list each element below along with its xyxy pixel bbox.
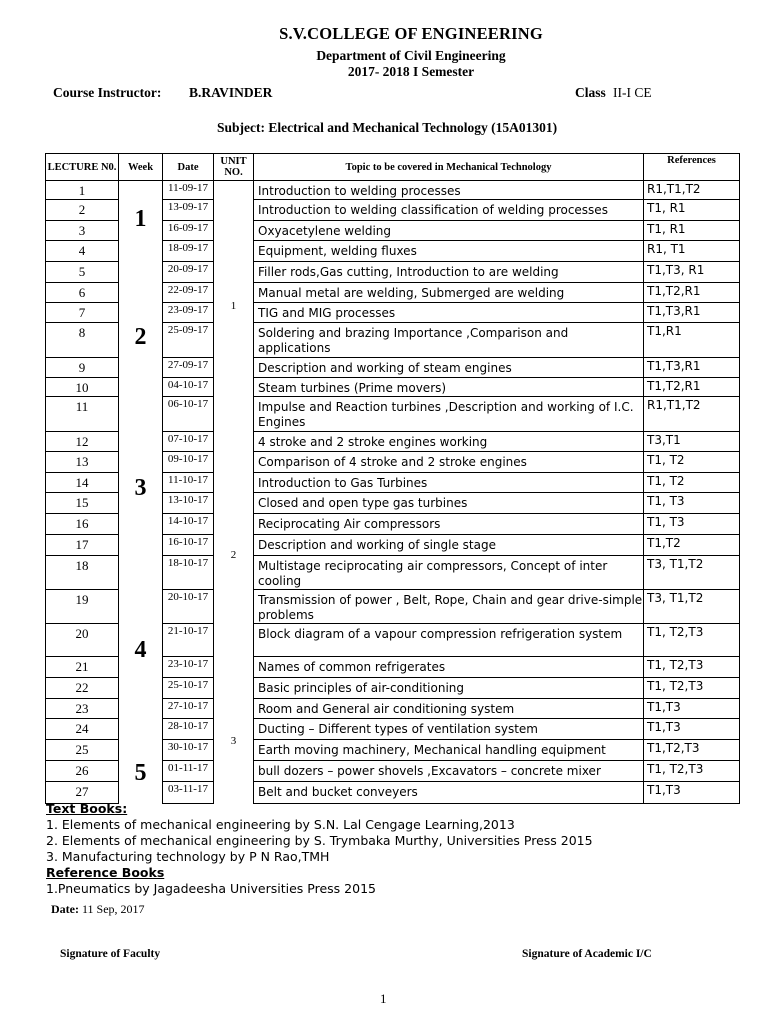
lecture-number: 25 [46,740,119,761]
reference-cell: T1, T3 [644,493,740,514]
text-book-item: 2. Elements of mechanical engineering by S. Trymbaka Murthy, Universities Press 2015 [46,833,593,848]
lecture-number: 26 [46,761,119,782]
reference-cell: T1, T2 [644,452,740,473]
topic-cell: Filler rods,Gas cutting, Introduction to are welding [254,262,644,283]
reference-cell: T3, T1,T2 [644,590,740,624]
lecture-date: 21-10-17 [163,624,214,657]
topic-cell: bull dozers – power shovels ,Excavators – concrete mixer [254,761,644,782]
week-number: 4 [134,636,147,663]
lecture-date: 25-09-17 [163,323,214,358]
lecture-date: 01-11-17 [163,761,214,782]
reference-cell: R1,T1,T2 [644,397,740,432]
lecture-number: 21 [46,657,119,678]
reference-cell: T1, T2,T3 [644,657,740,678]
reference-cell: T1,T2,R1 [644,283,740,303]
topic-cell: Belt and bucket conveyers [254,782,644,804]
week-cell [119,181,163,323]
week-number: 2 [134,323,147,350]
header-unit: UNIT NO. [214,154,254,181]
week-cell [119,719,163,804]
reference-cell: T1,T2 [644,535,740,556]
topic-cell: Reciprocating Air compressors [254,514,644,535]
lecture-date: 13-10-17 [163,493,214,514]
topic-cell: Names of common refrigerates [254,657,644,678]
instructor-name: B.RAVINDER [189,85,273,100]
lecture-number: 7 [46,303,119,323]
lecture-date: 23-09-17 [163,303,214,323]
table-row [46,719,740,740]
lecture-number: 20 [46,624,119,657]
lecture-date: 16-09-17 [163,221,214,241]
reference-cell: T1, T2,T3 [644,678,740,699]
reference-cell: T1,T3 [644,782,740,804]
week-cell [119,432,163,624]
lecture-number: 12 [46,432,119,452]
lecture-number: 15 [46,493,119,514]
lecture-date: 22-09-17 [163,283,214,303]
faculty-signature-label: Signature of Faculty [60,948,161,960]
reference-cell: T1,T2,R1 [644,378,740,397]
lecture-number: 16 [46,514,119,535]
lecture-date: 11-10-17 [163,473,214,493]
topic-cell: Introduction to Gas Turbines [254,473,644,493]
topic-cell: TIG and MIG processes [254,303,644,323]
unit-number: 2 [214,432,254,678]
topic-cell: Steam turbines (Prime movers) [254,378,644,397]
lecture-number: 23 [46,699,119,719]
lecture-date: 04-10-17 [163,378,214,397]
class-label: Class [575,85,606,100]
table-row [46,181,740,200]
topic-cell: Comparison of 4 stroke and 2 stroke engines [254,452,644,473]
lecture-date: 27-09-17 [163,358,214,378]
table-header-row [46,154,740,181]
lecture-date: 23-10-17 [163,657,214,678]
lecture-number: 19 [46,590,119,624]
reference-books-heading: Reference Books [46,865,165,880]
lecture-number: 3 [46,221,119,241]
college-name: S.V.COLLEGE OF ENGINEERING [279,24,543,43]
topic-cell: Description and working of single stage [254,535,644,556]
lecture-date: 11-09-17 [163,181,214,200]
reference-cell: T3, T1,T2 [644,556,740,590]
topic-cell: Basic principles of air-conditioning [254,678,644,699]
text-book-item: 1. Elements of mechanical engineering by S.N. Lal Cengage Learning,2013 [46,817,515,832]
reference-cell: T1, R1 [644,200,740,221]
topic-cell: Oxyacetylene welding [254,221,644,241]
lecture-date: 14-10-17 [163,514,214,535]
topic-cell: Introduction to welding processes [254,181,644,200]
week-number: 5 [134,759,147,786]
subject-title: Subject: Electrical and Mechanical Technology (15A01301) [217,120,558,135]
reference-cell: T1,T3 [644,719,740,740]
lecture-date: 18-09-17 [163,241,214,262]
lecture-number: 13 [46,452,119,473]
lecture-number: 24 [46,719,119,740]
lecture-number: 17 [46,535,119,556]
lecture-number: 10 [46,378,119,397]
reference-cell: T1, T2,T3 [644,624,740,657]
unit-number: 3 [214,678,254,804]
topic-cell: Room and General air conditioning system [254,699,644,719]
reference-cell: T1,T3 [644,699,740,719]
lecture-number: 14 [46,473,119,493]
lecture-date: 07-10-17 [163,432,214,452]
topic-cell: Equipment, welding fluxes [254,241,644,262]
week-number: 3 [134,474,147,501]
topic-cell: Soldering and brazing Importance ,Comparison and applications [254,323,644,358]
topic-cell: Impulse and Reaction turbines ,Description and working of I.C. Engines [254,397,644,432]
lecture-number: 27 [46,782,119,804]
reference-cell: R1, T1 [644,241,740,262]
reference-cell: T1,T3, R1 [644,262,740,283]
lecture-date: 30-10-17 [163,740,214,761]
lecture-date: 03-11-17 [163,782,214,804]
table-row [46,323,740,358]
topic-cell: Ducting – Different types of ventilation system [254,719,644,740]
lecture-date: 25-10-17 [163,678,214,699]
class-value: II-I CE [613,85,652,100]
week-cell [119,323,163,432]
topic-cell: Manual metal are welding, Submerged are welding [254,283,644,303]
reference-book-item: 1.Pneumatics by Jagadeesha Universities Press 2015 [46,881,376,896]
instructor-label: Course Instructor: [53,85,162,100]
lecture-number: 6 [46,283,119,303]
topic-cell: Closed and open type gas turbines [254,493,644,514]
topic-cell: Earth moving machinery, Mechanical handling equipment [254,740,644,761]
table-row [46,432,740,452]
lecture-date: 06-10-17 [163,397,214,432]
unit-number: 1 [214,181,254,432]
topic-cell: Multistage reciprocating air compressors, Concept of inter cooling [254,556,644,590]
academic-signature-label: Signature of Academic I/C [522,948,652,960]
reference-cell: T1, T3 [644,514,740,535]
text-book-item: 3. Manufacturing technology by P N Rao,TMH [46,849,330,864]
header-topic: Topic to be covered in Mechanical Technology [254,154,644,181]
header-week: Week [119,154,163,181]
date-label: Date: [51,902,79,916]
reference-cell: R1,T1,T2 [644,181,740,200]
topic-cell: Transmission of power , Belt, Rope, Chain and gear drive-simple problems [254,590,644,624]
lecture-number: 4 [46,241,119,262]
table-row [46,624,740,657]
date-value: 11 Sep, 2017 [81,902,145,916]
lecture-number: 8 [46,323,119,358]
lecture-number: 11 [46,397,119,432]
lecture-number: 2 [46,200,119,221]
books-section [46,801,746,897]
week-number: 1 [134,206,147,232]
lecture-date: 28-10-17 [163,719,214,740]
lecture-number: 9 [46,358,119,378]
topic-cell: Description and working of steam engines [254,358,644,378]
lecture-number: 5 [46,262,119,283]
lecture-schedule-table [45,153,740,804]
reference-cell: T1, R1 [644,221,740,241]
date-line [51,902,145,917]
reference-cell: T1,R1 [644,323,740,358]
topic-cell: Introduction to welding classification of welding processes [254,200,644,221]
lecture-date: 20-09-17 [163,262,214,283]
reference-cell: T1,T3,R1 [644,303,740,323]
lecture-date: 16-10-17 [163,535,214,556]
lecture-number: 18 [46,556,119,590]
semester-label: 2017- 2018 I Semester [347,64,475,79]
lecture-number: 1 [46,181,119,200]
text-books-heading: Text Books: [46,801,128,816]
reference-cell: T1,T3,R1 [644,358,740,378]
reference-cell: T3,T1 [644,432,740,452]
lecture-date: 13-09-17 [163,200,214,221]
reference-cell: T1, T2,T3 [644,761,740,782]
reference-cell: T1, T2 [644,473,740,493]
lecture-number: 22 [46,678,119,699]
week-cell [119,624,163,719]
department-name: Department of Civil Engineering [316,48,506,63]
header-lecture: LECTURE N0. [46,154,119,181]
lecture-date: 20-10-17 [163,590,214,624]
reference-cell: T1,T2,T3 [644,740,740,761]
header-date: Date [163,154,214,181]
header-references: References [644,154,740,181]
lecture-date: 18-10-17 [163,556,214,590]
lecture-date: 27-10-17 [163,699,214,719]
topic-cell: 4 stroke and 2 stroke engines working [254,432,644,452]
page-number: 1 [380,991,387,1006]
topic-cell: Block diagram of a vapour compression refrigeration system [254,624,644,657]
lecture-date: 09-10-17 [163,452,214,473]
